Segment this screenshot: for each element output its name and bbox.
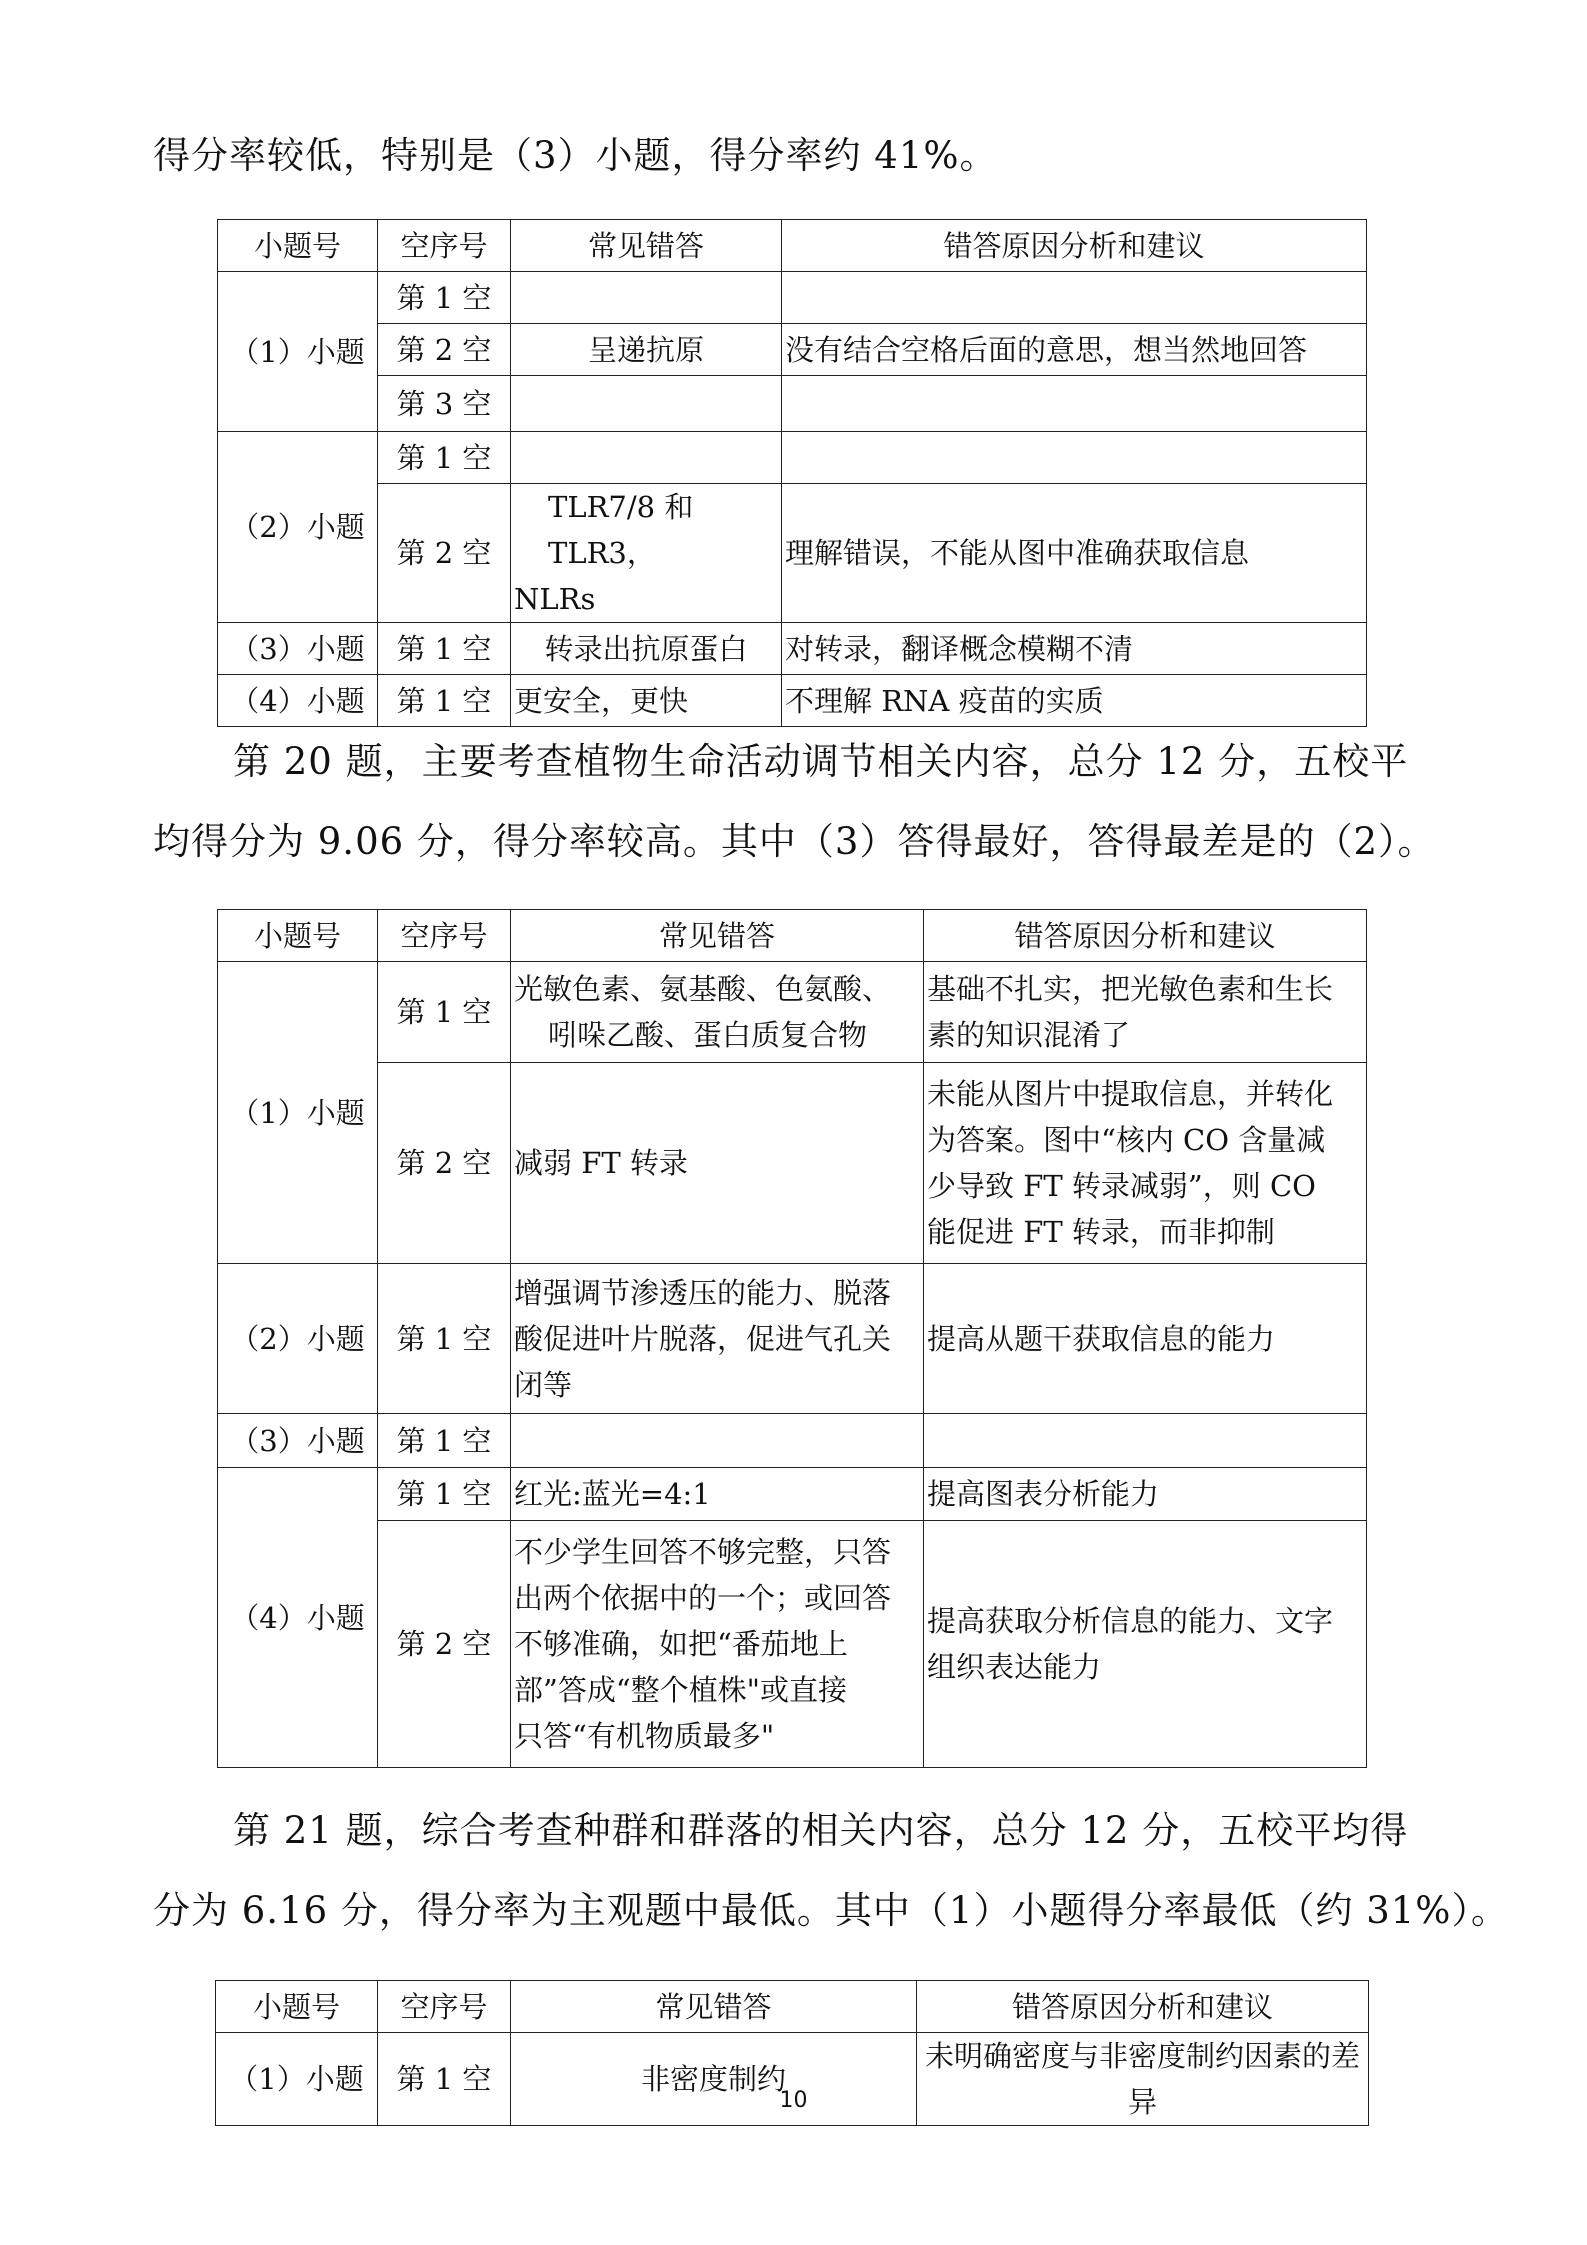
reason-cell: 对转录，翻译概念模糊不清 (782, 623, 1367, 675)
table-row (218, 675, 1367, 727)
answer-line: NLRs (514, 582, 596, 616)
error-analysis-table-1 (217, 219, 1367, 727)
paragraph-question-20 (153, 722, 1443, 882)
reason-cell: 没有结合空格后面的意思，想当然地回答 (782, 324, 1367, 376)
reason-cell: 未明确密度与非密度制约因素的差异 (917, 2033, 1369, 2126)
header-common-error: 常见错答 (511, 220, 782, 272)
answer-cell (511, 962, 924, 1063)
reason-line: 能促进 FT 转录，而非抑制 (927, 1215, 1275, 1249)
answer-line: 吲哚乙酸、蛋白质复合物 (548, 1018, 868, 1052)
paragraph-line: 第 20 题，主要考查植物生命活动调节相关内容，总分 12 分，五校平 (233, 740, 1409, 783)
reason-cell (924, 962, 1367, 1063)
paragraph-intro (153, 116, 1443, 196)
blank-cell: 第 1 空 (378, 623, 511, 675)
reason-cell: 提高图表分析能力 (924, 1468, 1367, 1521)
answer-cell (511, 1264, 924, 1414)
answer-cell (511, 376, 782, 432)
reason-cell (924, 1414, 1367, 1468)
table-header-row (218, 220, 1367, 272)
header-blank: 空序号 (378, 910, 511, 962)
answer-cell (511, 1521, 924, 1768)
paragraph-line: 均得分为 9.06 分，得分率较高。其中（3）答得最好，答得最差是的（2）。 (153, 820, 1436, 863)
paragraph-line: 第 21 题，综合考查种群和群落的相关内容，总分 12 分，五校平均得 (233, 1809, 1409, 1852)
page-number: 10 (779, 2088, 808, 2113)
answer-line: 部”答成“整个植株"或直接 (514, 1673, 847, 1707)
subquestion-cell: （3）小题 (218, 1414, 378, 1468)
answer-line: 不够准确，如把“番茄地上 (514, 1627, 848, 1661)
blank-cell: 第 1 空 (378, 1414, 511, 1468)
table-row (218, 1521, 1367, 1768)
reason-cell: 不理解 RNA 疫苗的实质 (782, 675, 1367, 727)
paragraph-line: 分为 6.16 分，得分率为主观题中最低。其中（1）小题得分率最低（约 31%）。 (153, 1889, 1509, 1932)
subquestion-cell: （2）小题 (218, 432, 378, 623)
answer-cell (511, 272, 782, 324)
answer-cell: 减弱 FT 转录 (511, 1063, 924, 1264)
answer-line: 酸促进叶片脱落，促进气孔关 (514, 1321, 892, 1356)
answer-line: TLR7/8 和 TLR3， (548, 490, 694, 570)
subquestion-cell: （1）小题 (218, 272, 378, 432)
blank-cell: 第 2 空 (378, 484, 511, 623)
table-row (218, 1468, 1367, 1521)
table-row (218, 324, 1367, 376)
table-row (218, 1063, 1367, 1264)
subquestion-cell: （4）小题 (218, 675, 378, 727)
table-row (218, 272, 1367, 324)
blank-cell: 第 1 空 (378, 2033, 511, 2126)
header-blank: 空序号 (378, 1981, 511, 2033)
reason-line: 为答案。图中“核内 CO 含量减 (927, 1123, 1326, 1157)
subquestion-cell: （2）小题 (218, 1264, 378, 1414)
blank-cell: 第 1 空 (378, 1264, 511, 1414)
blank-cell: 第 1 空 (378, 432, 511, 484)
paragraph-line: 得分率较低，特别是（3）小题，得分率约 41%。 (153, 134, 998, 177)
table-row (218, 1264, 1367, 1414)
reason-line: 素的知识混淆了 (927, 1018, 1131, 1052)
answer-cell (511, 484, 782, 623)
header-reason: 错答原因分析和建议 (924, 910, 1367, 962)
blank-cell: 第 2 空 (378, 1063, 511, 1264)
reason-line: 组织表达能力 (927, 1650, 1102, 1684)
answer-cell: 更安全，更快 (511, 675, 782, 727)
blank-cell: 第 2 空 (378, 324, 511, 376)
table-row (218, 432, 1367, 484)
header-subquestion: 小题号 (218, 220, 378, 272)
reason-cell (782, 376, 1367, 432)
table-row (218, 1414, 1367, 1468)
table-row (218, 962, 1367, 1063)
blank-cell: 第 3 空 (378, 376, 511, 432)
table-row (218, 484, 1367, 623)
table-header-row (218, 910, 1367, 962)
subquestion-cell: （1）小题 (216, 2033, 378, 2126)
paragraph-question-21 (153, 1791, 1509, 1951)
answer-cell (511, 432, 782, 484)
blank-cell: 第 1 空 (378, 272, 511, 324)
subquestion-cell: （1）小题 (218, 962, 378, 1264)
answer-line: 光敏色素、氨基酸、色氨酸、 (514, 972, 892, 1006)
blank-cell: 第 2 空 (378, 1521, 511, 1768)
answer-cell: 非密度制约 (511, 2033, 917, 2126)
reason-cell (782, 272, 1367, 324)
table-row (218, 623, 1367, 675)
blank-cell: 第 1 空 (378, 1468, 511, 1521)
header-reason: 错答原因分析和建议 (782, 220, 1367, 272)
header-subquestion: 小题号 (216, 1981, 378, 2033)
answer-cell (511, 1414, 924, 1468)
table-row (218, 376, 1367, 432)
reason-cell (924, 1063, 1367, 1264)
reason-cell: 理解错误，不能从图中准确获取信息 (782, 484, 1367, 623)
answer-line: 闭等 (514, 1367, 573, 1402)
subquestion-cell: （3）小题 (218, 623, 378, 675)
header-common-error: 常见错答 (511, 1981, 917, 2033)
header-subquestion: 小题号 (218, 910, 378, 962)
header-common-error: 常见错答 (511, 910, 924, 962)
answer-line: 出两个依据中的一个；或回答 (514, 1581, 892, 1615)
header-blank: 空序号 (378, 220, 511, 272)
reason-line: 基础不扎实，把光敏色素和生长 (927, 972, 1334, 1006)
reason-cell (782, 432, 1367, 484)
reason-line: 未能从图片中提取信息，并转化 (927, 1077, 1334, 1111)
reason-line: 少导致 FT 转录减弱”，则 CO (927, 1169, 1316, 1203)
reason-cell (924, 1521, 1367, 1768)
header-reason: 错答原因分析和建议 (917, 1981, 1369, 2033)
answer-cell: 红光:蓝光=4:1 (511, 1468, 924, 1521)
reason-cell: 提高从题干获取信息的能力 (924, 1264, 1367, 1414)
reason-line: 提高获取分析信息的能力、文字 (927, 1604, 1334, 1638)
table-header-row (216, 1981, 1369, 2033)
subquestion-cell: （4）小题 (218, 1468, 378, 1768)
blank-cell: 第 1 空 (378, 675, 511, 727)
answer-cell: 转录出抗原蛋白 (511, 623, 782, 675)
answer-line: 增强调节渗透压的能力、脱落 (514, 1275, 892, 1310)
answer-line: 不少学生回答不够完整，只答 (514, 1535, 892, 1569)
answer-line: 只答“有机物质最多" (514, 1719, 775, 1753)
error-analysis-table-2 (217, 909, 1367, 1768)
answer-cell: 呈递抗原 (511, 324, 782, 376)
blank-cell: 第 1 空 (378, 962, 511, 1063)
